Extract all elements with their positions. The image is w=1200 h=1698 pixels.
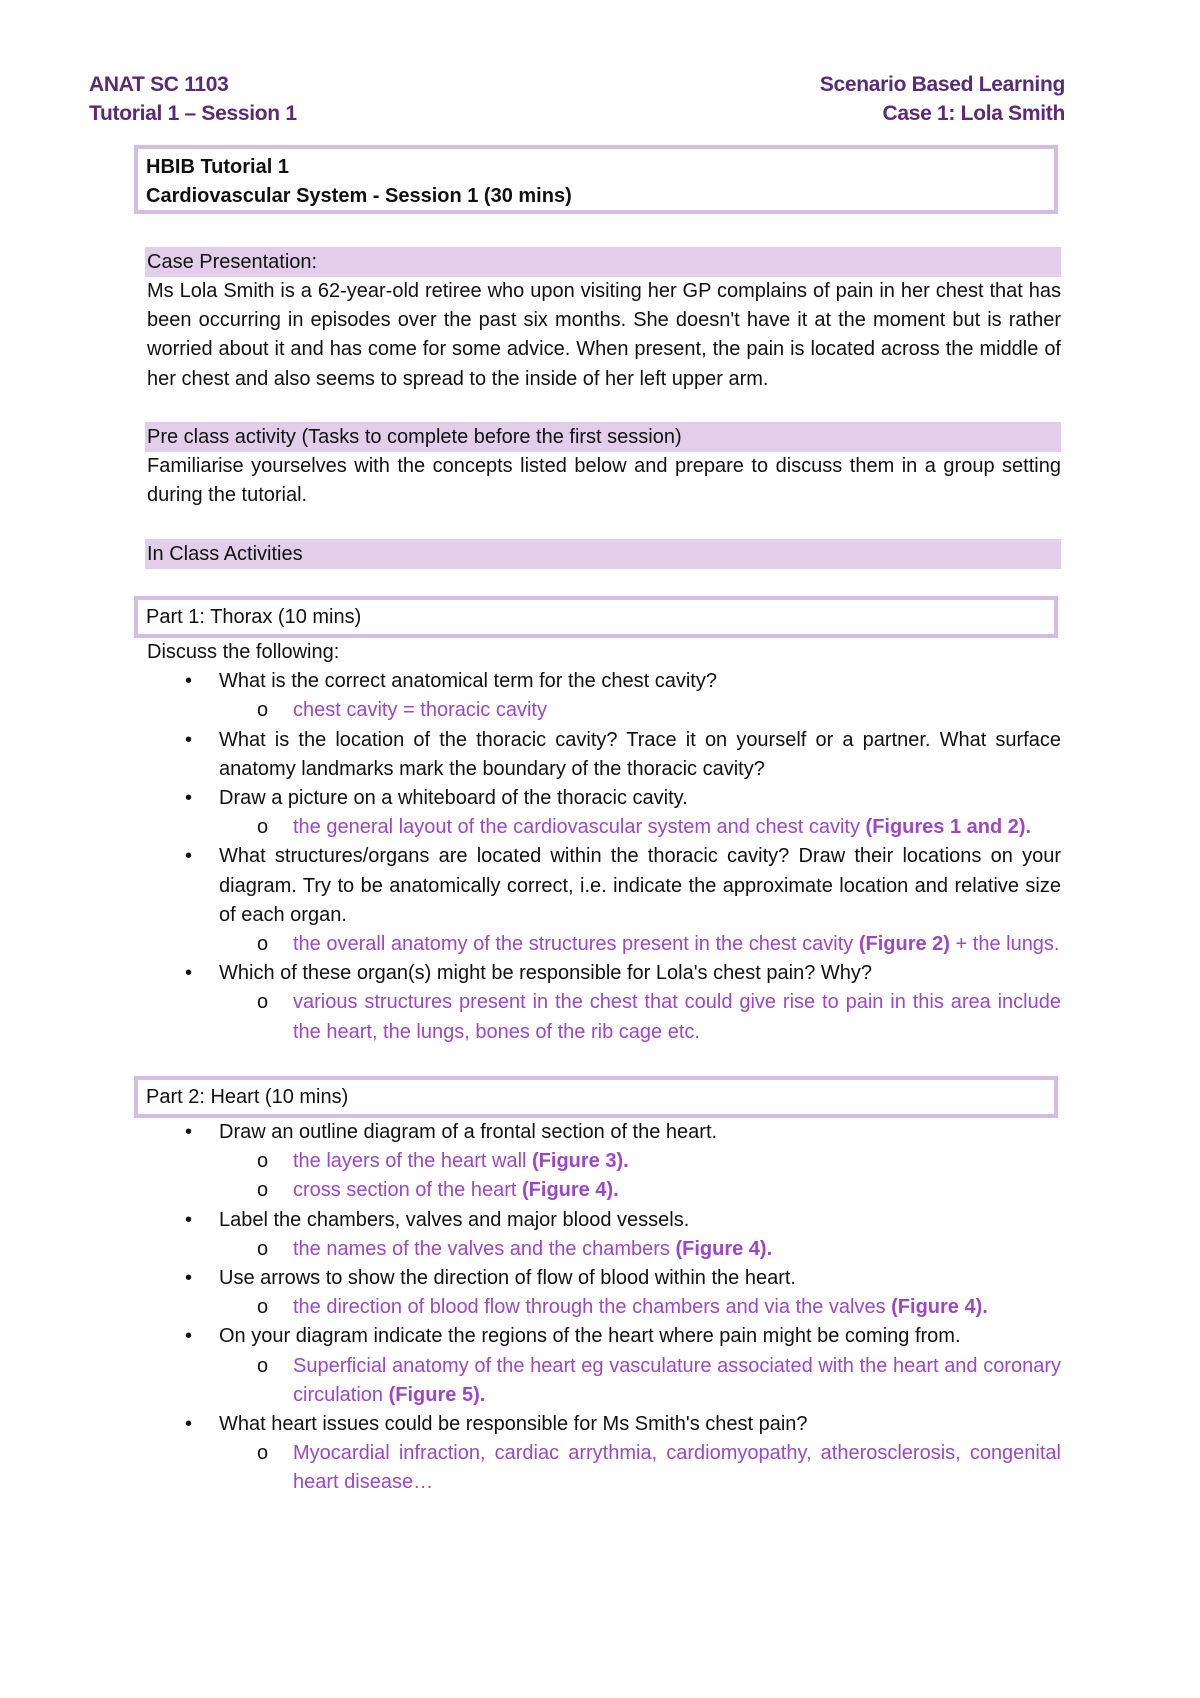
answer-item: o Superficial anatomy of the heart eg vasculature associated with the heart and coronary circulation (Figure 5). (147, 1352, 1061, 1410)
part2-list (147, 1118, 1061, 1498)
course-header (89, 70, 297, 128)
answer-item: o Myocardial infraction, cardiac arrythmia, cardiomyopathy, atherosclerosis, congenital heart disease… (147, 1439, 1061, 1497)
sub-bullet-marker: o (257, 991, 269, 1014)
list-item: • What is the location of the thoracic cavity? Trace it on yourself or a partner. What surface anatomy landmarks mark the boundary of the thoracic cavity? (147, 726, 1061, 784)
case-presentation-text: Ms Lola Smith is a 62-year-old retiree who upon visiting her GP complains of pain in her chest that has been occurring in episodes over the past six months. She doesn't have it at the moment but is rather worried about it and has come for some advice. When present, the pain is located across the middle of her chest and also seems to spread to the inside of her left upper arm. (147, 280, 1061, 390)
figure-reference: (Figure 4). (522, 1179, 619, 1202)
tutorial-title: HBIB Tutorial 1 (146, 156, 289, 178)
course-code: ANAT SC 1103 (89, 73, 229, 96)
pre-class-text: Familiarise yourselves with the concepts listed below and prepare to discuss them in a group setting during the tutorial. (147, 455, 1061, 507)
case-header (820, 70, 1065, 128)
title-box (134, 145, 1058, 214)
answer-item: o the overall anatomy of the structures present in the chest cavity (Figure 2) + the lungs. (147, 930, 1061, 959)
figure-reference: (Figure 3). (532, 1150, 629, 1173)
sub-bullet-marker: o (257, 933, 269, 956)
sub-bullet-marker: o (257, 699, 269, 722)
case-name: Case 1: Lola Smith (882, 102, 1065, 125)
answer-item: o the layers of the heart wall (Figure 3). (147, 1147, 1061, 1176)
pre-class-heading: Pre class activity (Tasks to complete before the first session) (145, 422, 1061, 452)
part2-heading-box (134, 1076, 1058, 1118)
answer-item: o cross section of the heart (Figure 4). (147, 1176, 1061, 1205)
sub-bullet-marker: o (257, 816, 269, 839)
figure-reference: (Figures 1 and 2). (865, 816, 1032, 839)
answer-item: o various structures present in the chest that could give rise to pain in this area include the heart, the lungs, bones of the rib cage etc. (147, 988, 1061, 1046)
figure-reference: (Figure 2) (858, 933, 950, 956)
list-item: • What heart issues could be responsible for Ms Smith's chest pain? (147, 1410, 1061, 1439)
part1-intro: Discuss the following: (147, 641, 340, 663)
session-title: Cardiovascular System - Session 1 (30 mins) (146, 185, 572, 207)
scenario-label: Scenario Based Learning (819, 73, 1065, 96)
sub-bullet-marker: o (257, 1179, 269, 1202)
part1-heading: Part 1: Thorax (10 mins) (146, 606, 362, 628)
list-item: • Which of these organ(s) might be responsible for Lola's chest pain? Why? (147, 959, 1061, 988)
list-item: • Use arrows to show the direction of flow of blood within the heart. (147, 1264, 1061, 1293)
in-class-heading: In Class Activities (145, 539, 1061, 569)
list-item: • Label the chambers, valves and major blood vessels. (147, 1206, 1061, 1235)
sub-bullet-marker: o (257, 1354, 269, 1377)
part2-heading: Part 2: Heart (10 mins) (146, 1086, 349, 1108)
part1-list (147, 638, 1061, 1047)
tutorial-session: Tutorial 1 – Session 1 (89, 102, 297, 125)
answer-item: o the direction of blood flow through the chambers and via the valves (Figure 4). (147, 1293, 1061, 1322)
answer-item: o the names of the valves and the chambers (Figure 4). (147, 1235, 1061, 1264)
list-item: • Draw a picture on a whiteboard of the thoracic cavity. (147, 784, 1061, 813)
case-presentation-heading: Case Presentation: (145, 247, 1061, 277)
figure-reference: (Figure 4). (675, 1237, 773, 1260)
list-item: • Draw an outline diagram of a frontal section of the heart. (147, 1118, 1061, 1147)
figure-reference: (Figure 4). (891, 1296, 988, 1319)
list-item: • On your diagram indicate the regions of the heart where pain might be coming from. (147, 1322, 1061, 1351)
sub-bullet-marker: o (257, 1150, 269, 1173)
sub-bullet-marker: o (257, 1442, 269, 1465)
figure-reference: (Figure 5). (388, 1383, 486, 1406)
answer-item: o the general layout of the cardiovascular system and chest cavity (Figures 1 and 2). (147, 813, 1061, 842)
sub-bullet-marker: o (257, 1237, 269, 1260)
list-item: • What structures/organs are located within the thoracic cavity? Draw their locations on your diagram. Try to be anatomically correct, i.e. indicate the approximate location and relative size of each organ. (147, 842, 1061, 930)
part1-heading-box (134, 596, 1058, 638)
sub-bullet-marker: o (257, 1296, 269, 1319)
list-item: • What is the correct anatomical term for the chest cavity? (147, 667, 1061, 696)
answer-item: o chest cavity = thoracic cavity (147, 696, 1061, 725)
